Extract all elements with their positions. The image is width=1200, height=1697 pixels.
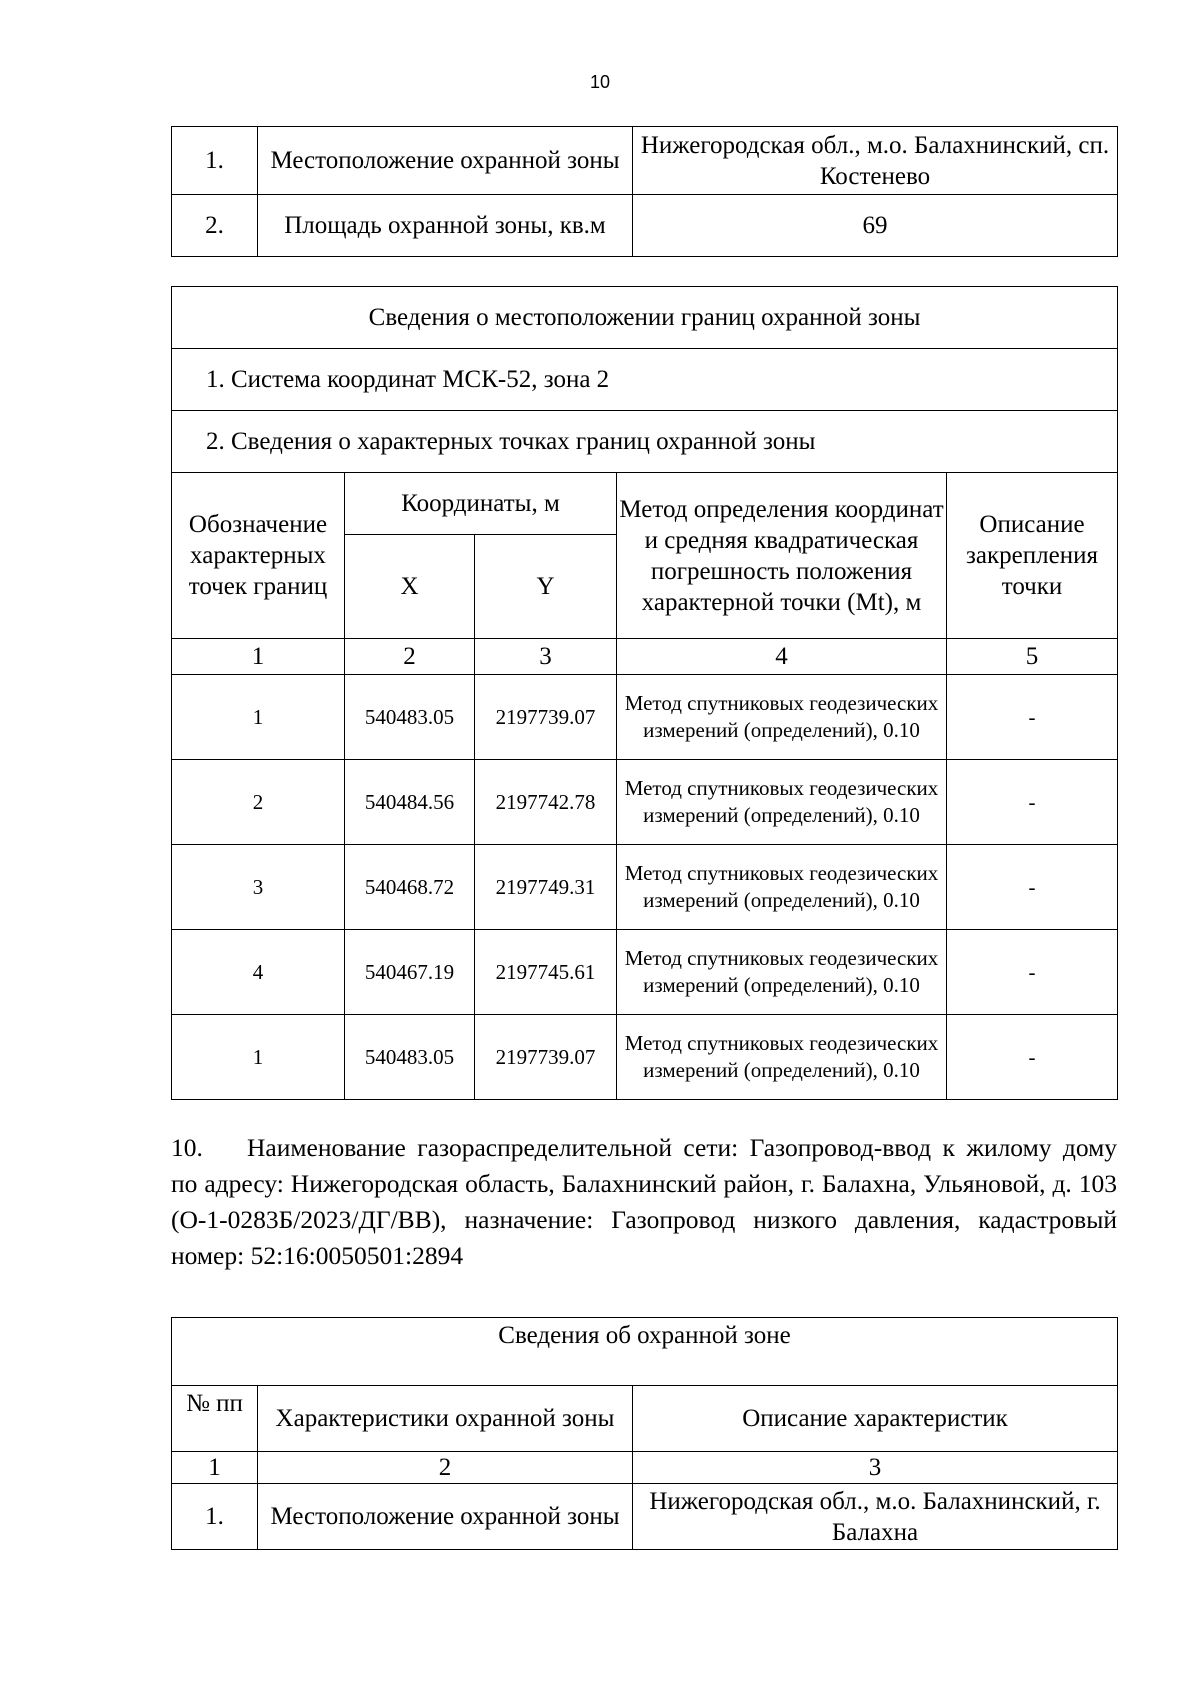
table-title: Сведения о местоположении границ охранной зоны bbox=[172, 287, 1118, 349]
column-header-y: Y bbox=[475, 535, 617, 639]
paragraph-number: 10. bbox=[171, 1133, 203, 1162]
column-number: 1 bbox=[172, 639, 345, 675]
header-row bbox=[172, 473, 1118, 535]
table-row bbox=[172, 349, 1118, 411]
row-number: 1. bbox=[172, 127, 258, 195]
column-number: 1 bbox=[172, 1452, 258, 1484]
point-designation: 1 bbox=[172, 1015, 345, 1100]
coordinate-y: 2197742.78 bbox=[475, 760, 617, 845]
characteristic-value: Нижегородская обл., м.о. Балахнинский, г. Балахна bbox=[633, 1484, 1118, 1550]
characteristic-name: Площадь охранной зоны, кв.м bbox=[258, 195, 633, 257]
coordinate-y: 2197749.31 bbox=[475, 845, 617, 930]
table-row bbox=[172, 845, 1118, 930]
coordinate-x: 540467.19 bbox=[345, 930, 475, 1015]
characteristic-value: Нижегородская обл., м.о. Балахнинский, сп. Костенево bbox=[633, 127, 1118, 195]
coordinate-x: 540468.72 bbox=[345, 845, 475, 930]
coordinate-y: 2197739.07 bbox=[475, 1015, 617, 1100]
table-title-row bbox=[172, 287, 1118, 349]
column-header-coordinates: Координаты, м bbox=[345, 473, 617, 535]
measurement-method: Метод спутниковых геодезических измерений (определений), 0.10 bbox=[617, 675, 947, 760]
column-number: 2 bbox=[258, 1452, 633, 1484]
column-number-row bbox=[172, 1452, 1118, 1484]
point-designation: 1 bbox=[172, 675, 345, 760]
column-number-row bbox=[172, 639, 1118, 675]
header-row bbox=[172, 1386, 1118, 1452]
coordinate-x: 540483.05 bbox=[345, 1015, 475, 1100]
column-number: 3 bbox=[633, 1452, 1118, 1484]
column-number: 4 bbox=[617, 639, 947, 675]
column-header-description: Описание характеристик bbox=[633, 1386, 1118, 1452]
table-title-row bbox=[172, 1318, 1118, 1386]
measurement-method: Метод спутниковых геодезических измерений (определений), 0.10 bbox=[617, 1015, 947, 1100]
column-header-method: Метод определения координат и средняя квадратическая погрешность положения характерной точки (Mt), м bbox=[617, 473, 947, 639]
point-description: - bbox=[947, 1015, 1118, 1100]
measurement-method: Метод спутниковых геодезических измерений (определений), 0.10 bbox=[617, 845, 947, 930]
table-row bbox=[172, 1015, 1118, 1100]
protected-zone-table bbox=[171, 1317, 1118, 1550]
characteristic-value: 69 bbox=[633, 195, 1118, 257]
column-header-x: X bbox=[345, 535, 475, 639]
column-header-number: № пп bbox=[172, 1386, 258, 1452]
table-row bbox=[172, 1484, 1118, 1550]
column-header-designation: Обозначение характерных точек границ bbox=[172, 473, 345, 639]
point-designation: 4 bbox=[172, 930, 345, 1015]
paragraph-text: Наименование газораспределительной сети: Газопровод-ввод к жилому дому по адресу: Нижегородская область, Балахнинский район, г. Балахна, Ульяновой, д. 103 (О-1-0283Б/2023/ДГ/ВВ), назначение: Газопровод низкого давления, кадастровый номер: 52:16:0050501:2894 bbox=[171, 1133, 1117, 1270]
measurement-method: Метод спутниковых геодезических измерений (определений), 0.10 bbox=[617, 760, 947, 845]
column-header-description: Описание закрепления точки bbox=[947, 473, 1118, 639]
column-number: 2 bbox=[345, 639, 475, 675]
column-header-characteristics: Характеристики охранной зоны bbox=[258, 1386, 633, 1452]
row-number: 2. bbox=[172, 195, 258, 257]
column-number: 3 bbox=[475, 639, 617, 675]
characteristic-name: Местоположение охранной зоны bbox=[258, 127, 633, 195]
page-number: 10 bbox=[589, 72, 611, 92]
boundary-coordinates-table bbox=[171, 286, 1118, 1100]
point-description: - bbox=[947, 845, 1118, 930]
table-row bbox=[172, 760, 1118, 845]
coordinate-x: 540483.05 bbox=[345, 675, 475, 760]
coordinate-system: 1. Система координат МСК-52, зона 2 bbox=[172, 349, 1118, 411]
point-designation: 2 bbox=[172, 760, 345, 845]
point-designation: 3 bbox=[172, 845, 345, 930]
table-row bbox=[172, 411, 1118, 473]
point-description: - bbox=[947, 675, 1118, 760]
table-row bbox=[172, 195, 1118, 257]
coordinate-y: 2197739.07 bbox=[475, 675, 617, 760]
point-description: - bbox=[947, 760, 1118, 845]
point-description: - bbox=[947, 930, 1118, 1015]
points-section-title: 2. Сведения о характерных точках границ охранной зоны bbox=[172, 411, 1118, 473]
row-number: 1. bbox=[172, 1484, 258, 1550]
table-title: Сведения об охранной зоне bbox=[172, 1318, 1118, 1386]
coordinate-x: 540484.56 bbox=[345, 760, 475, 845]
measurement-method: Метод спутниковых геодезических измерений (определений), 0.10 bbox=[617, 930, 947, 1015]
characteristic-name: Местоположение охранной зоны bbox=[258, 1484, 633, 1550]
table-row bbox=[172, 675, 1118, 760]
gas-network-paragraph bbox=[171, 1130, 1117, 1274]
table-row bbox=[172, 127, 1118, 195]
zone-summary-table bbox=[171, 126, 1118, 257]
table-row bbox=[172, 930, 1118, 1015]
coordinate-y: 2197745.61 bbox=[475, 930, 617, 1015]
column-number: 5 bbox=[947, 639, 1118, 675]
